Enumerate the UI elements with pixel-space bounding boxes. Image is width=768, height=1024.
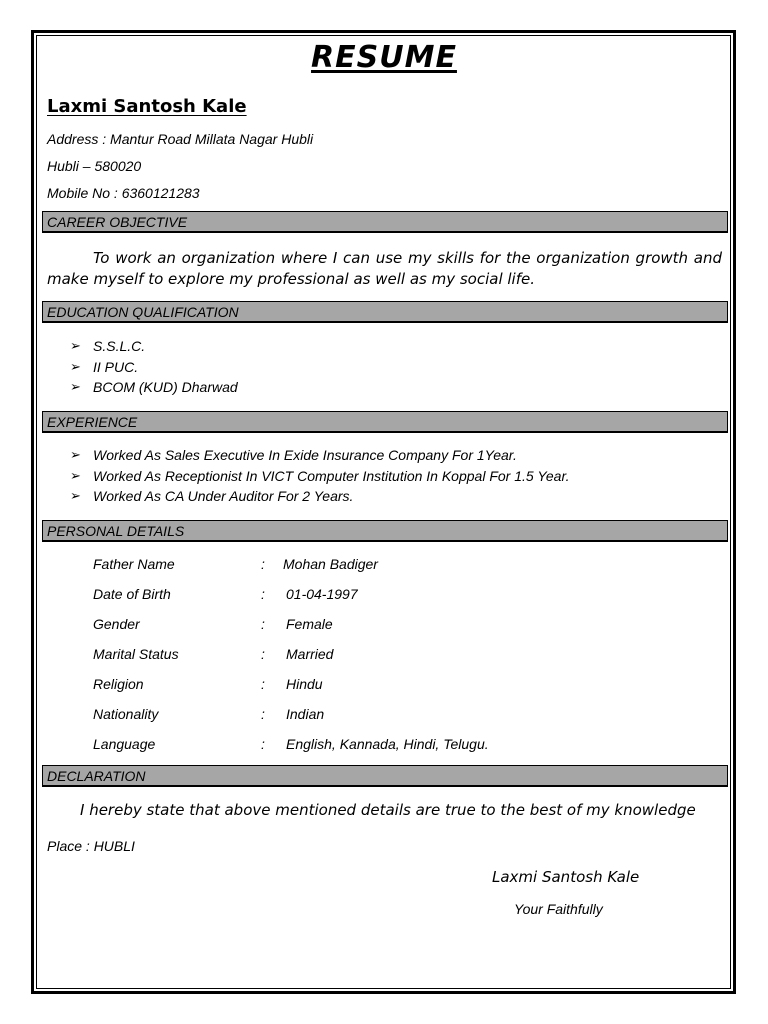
signature-closing: Your Faithfully (514, 901, 603, 917)
section-heading-career-objective: CAREER OBJECTIVE (42, 211, 728, 233)
arrowhead-bullet-icon: ➢ (70, 338, 81, 353)
list-item: ➢ Worked As Receptionist In VICT Computer Institution In Koppal For 1.5 Year. (70, 466, 570, 487)
section-heading-education: EDUCATION QUALIFICATION (42, 301, 728, 323)
education-list (70, 336, 238, 398)
list-item: ➢ BCOM (KUD) Dharwad (70, 377, 238, 398)
applicant-name: Laxmi Santosh Kale (47, 96, 247, 117)
experience-list (70, 445, 570, 507)
signature-name: Laxmi Santosh Kale (492, 868, 640, 886)
arrowhead-bullet-icon: ➢ (70, 467, 81, 483)
list-item: ➢ Worked As Sales Executive In Exide Insurance Company For 1Year. (70, 445, 570, 466)
list-item: ➢ Worked As CA Under Auditor For 2 Years. (70, 486, 570, 507)
declaration-text: I hereby state that above mentioned details are true to the best of my knowledge (80, 801, 696, 819)
mobile-number: Mobile No : 6360121283 (47, 185, 200, 201)
page-border-inner (36, 35, 731, 989)
list-item: ➢ S.S.L.C. (70, 336, 238, 357)
section-heading-experience: EXPERIENCE (42, 411, 728, 433)
section-heading-personal-details: PERSONAL DETAILS (42, 520, 728, 542)
place-line: Place : HUBLI (47, 838, 135, 854)
address-line: Address : Mantur Road Millata Nagar Hubli (47, 131, 314, 147)
city-pincode-line: Hubli – 580020 (47, 158, 142, 174)
section-heading-declaration: DECLARATION (42, 765, 728, 787)
arrowhead-bullet-icon: ➢ (70, 379, 81, 394)
arrowhead-bullet-icon: ➢ (70, 447, 81, 462)
arrowhead-bullet-icon: ➢ (70, 358, 81, 374)
list-item: ➢ II PUC. (70, 357, 238, 378)
arrowhead-bullet-icon: ➢ (70, 488, 81, 503)
career-objective-text: To work an organization where I can use my skills for the organization growth and make myself to explore my professional as well as my social life. (47, 249, 722, 288)
resume-title: RESUME (311, 40, 457, 75)
